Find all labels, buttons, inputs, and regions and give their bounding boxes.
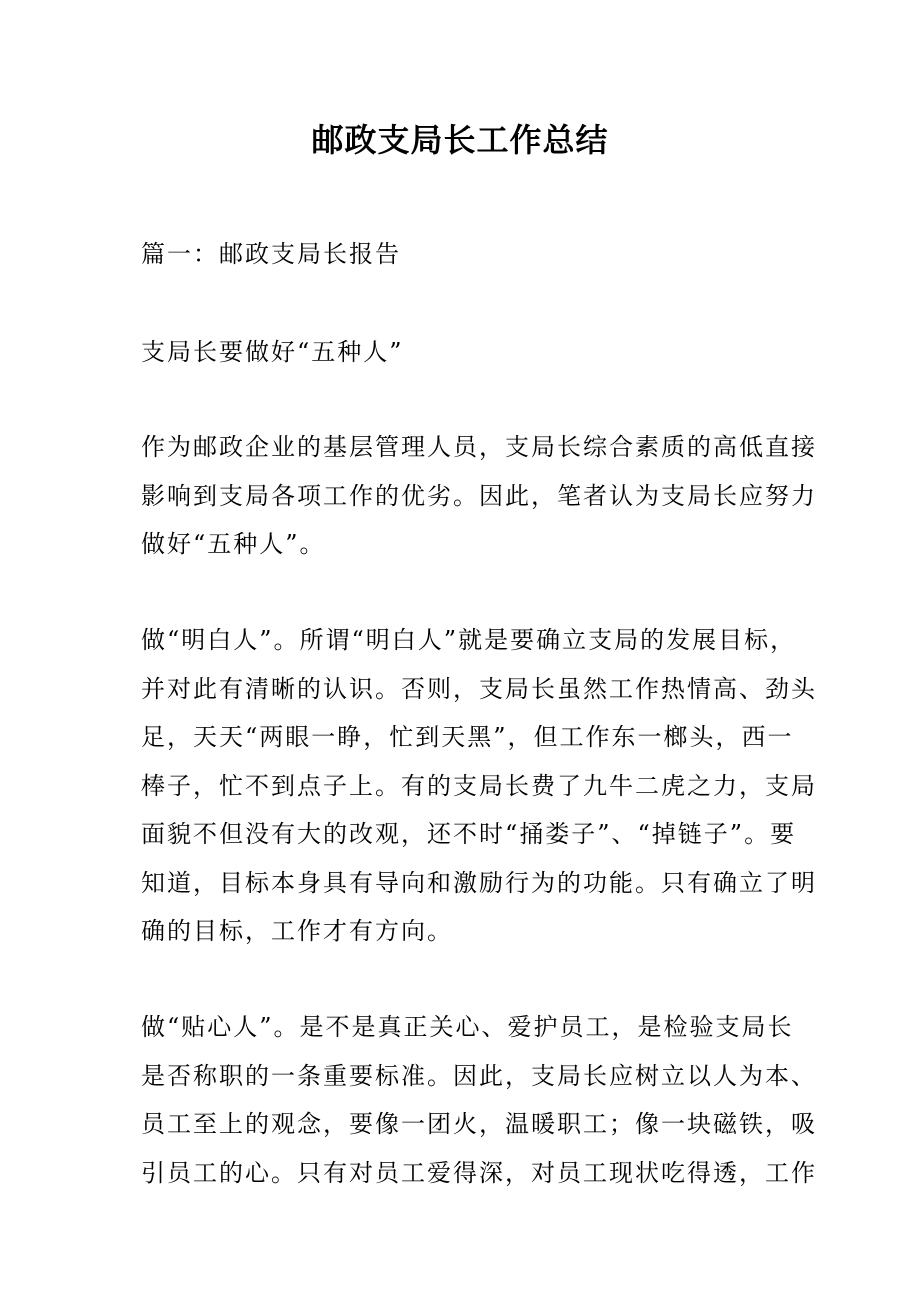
paragraph-mingbai-ren xyxy=(141,616,817,956)
text-line: 引员工的心。只有对员工爱得深，对员工现状吃得透，工作 xyxy=(141,1158,817,1187)
text-line: 是否称职的一条重要标准。因此，支局长应树立以人为本、 xyxy=(141,1061,817,1090)
document-title: 邮政支局长工作总结 xyxy=(311,121,609,159)
text-line: 棒子，忙不到点子上。有的支局长费了九牛二虎之力，支局 xyxy=(141,771,817,800)
text-line: 员工至上的观念，要像一团火，温暖职工；像一块磁铁，吸 xyxy=(141,1110,817,1138)
section-heading xyxy=(141,230,791,279)
text-line: 做“明白人”。所谓“明白人”就是要确立支局的发展目标， xyxy=(141,626,797,654)
text-line: 影响到支局各项工作的优劣。因此，笔者认为支局长应努力 xyxy=(141,481,817,510)
text-line: 足，天天“两眼一睁，忙到天黑”，但工作东一榔头，西一 xyxy=(141,723,794,751)
paragraph-tiexin-ren xyxy=(141,1003,817,1197)
text-line: 并对此有清晰的认识。否则，支局长虽然工作热情高、劲头 xyxy=(141,674,817,703)
text-line: 知道，目标本身具有导向和激励行为的功能。只有确立了明 xyxy=(141,868,817,897)
text-line: 做好“五种人”。 xyxy=(141,530,326,558)
subheading xyxy=(141,328,791,377)
text-line: 做“贴心人”。是不是真正关心、爱护员工，是检验支局长 xyxy=(141,1013,794,1041)
text-line: 篇一：邮政支局长报告 xyxy=(141,240,401,268)
paragraph-intro xyxy=(141,423,817,569)
text-line: 确的目标，工作才有方向。 xyxy=(141,917,453,945)
text-line: 面貌不但没有大的改观，还不时“捅娄子”、“掉链子”。要 xyxy=(141,820,797,848)
text-line: 作为邮政企业的基层管理人员，支局长综合素质的高低直接 xyxy=(141,433,817,461)
text-line: 支局长要做好“五种人” xyxy=(141,338,404,366)
